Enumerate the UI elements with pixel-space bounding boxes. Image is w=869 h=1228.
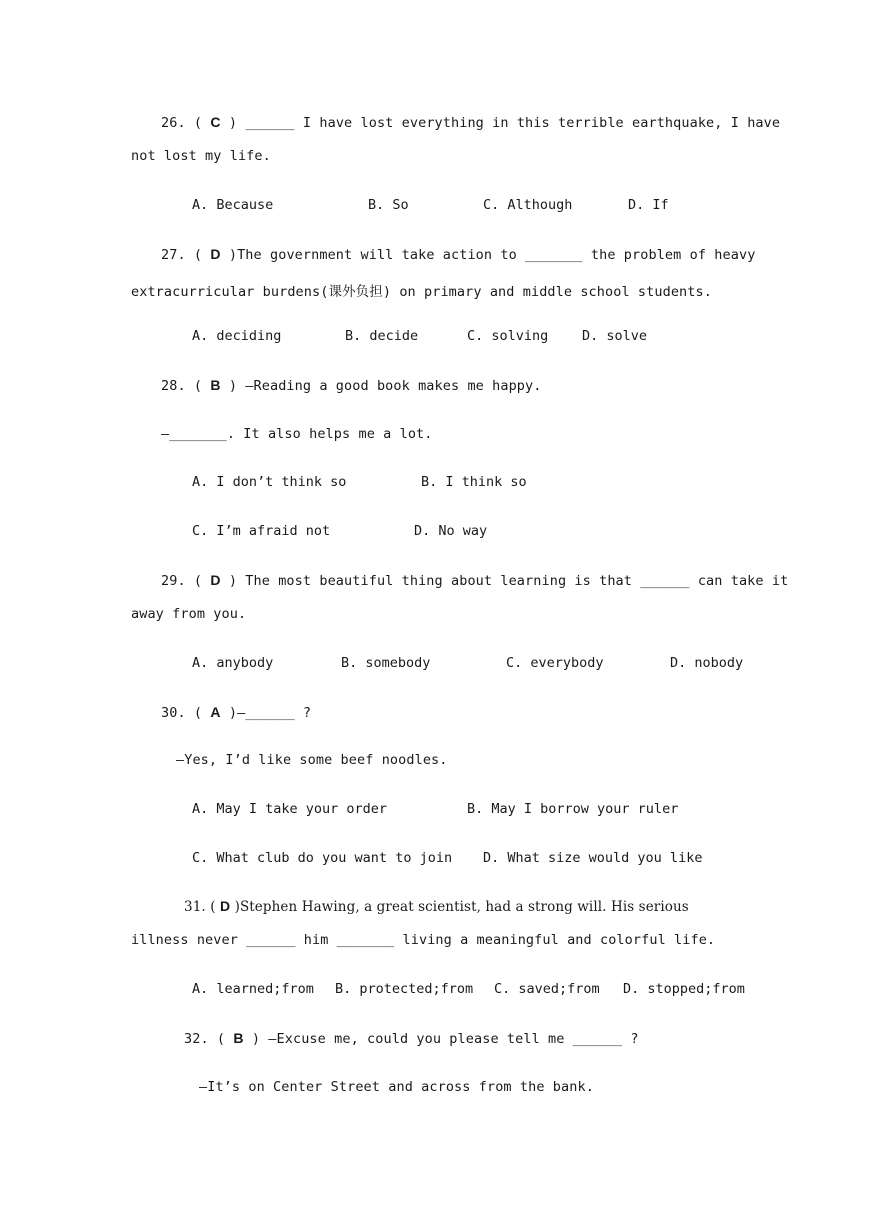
option-c: C. solving [467, 328, 549, 344]
option-b: B. May I borrow your ruler [467, 801, 679, 817]
question-stem: ______ I have lost everything in this terrible earthquake, I have [245, 115, 781, 131]
question-stem: The most beautiful thing about learning is that ______ can take it [245, 573, 789, 589]
option-d: D. No way [414, 523, 488, 539]
answer-letter: D [210, 572, 221, 588]
option-a: A. deciding [192, 328, 282, 344]
question-stem-cont: not lost my life. [131, 148, 271, 164]
option-b: B. somebody [341, 655, 431, 671]
answer-letter: D [210, 246, 221, 262]
option-a: A. anybody [192, 655, 274, 671]
question-stem-cont: away from you. [131, 606, 247, 622]
question-number: 31. [184, 899, 206, 915]
option-a: A. learned;from [192, 981, 314, 997]
option-d: D. nobody [670, 655, 744, 671]
question-stem-cont: —_______. It also helps me a lot. [161, 426, 433, 442]
question-number: 32. [184, 1031, 209, 1047]
answer-letter: D [219, 898, 231, 914]
option-d: D. stopped;from [623, 981, 745, 997]
option-c: C. What club do you want to join [192, 850, 453, 866]
question-stem: The government will take action to _______ the problem of heavy [237, 247, 756, 263]
question-stem-cont: illness never ______ him _______ living a meaningful and colorful life. [131, 932, 716, 948]
option-b: B. protected;from [335, 981, 474, 997]
option-a: A. May I take your order [192, 801, 388, 817]
question-number: 26. [161, 115, 186, 131]
question-number: 27. [161, 247, 186, 263]
option-a: A. Because [192, 197, 274, 213]
question-stem-cont: —It’s on Center Street and across from the bank. [199, 1079, 594, 1095]
question-stem: —Excuse me, could you please tell me ______ ? [268, 1031, 639, 1047]
answer-letter: C [210, 114, 221, 130]
question-stem: —______ ? [237, 705, 312, 721]
option-b: B. decide [345, 328, 419, 344]
question-stem: —Reading a good book makes me happy. [245, 378, 542, 394]
option-d: D. If [628, 197, 669, 213]
option-c: C. Although [483, 197, 573, 213]
option-b: B. I think so [421, 474, 527, 490]
question-stem-cont: extracurricular burdens(课外负担) on primary and middle school students. [131, 284, 712, 300]
option-c: C. I’m afraid not [192, 523, 331, 539]
option-a: A. I don’t think so [192, 474, 347, 490]
option-c: C. everybody [506, 655, 604, 671]
question-number: 28. [161, 378, 186, 394]
answer-letter: A [210, 704, 221, 720]
option-b: B. So [368, 197, 409, 213]
question-stem-cont: —Yes, I’d like some beef noodles. [176, 752, 448, 768]
question-number: 30. [161, 705, 186, 721]
option-d: D. solve [582, 328, 648, 344]
option-c: C. saved;from [494, 981, 600, 997]
answer-letter: B [210, 377, 221, 393]
question-number: 29. [161, 573, 186, 589]
answer-letter: B [233, 1030, 244, 1046]
question-stem: Stephen Hawing, a great scientist, had a strong will. His serious [239, 899, 689, 915]
option-d: D. What size would you like [483, 850, 703, 866]
